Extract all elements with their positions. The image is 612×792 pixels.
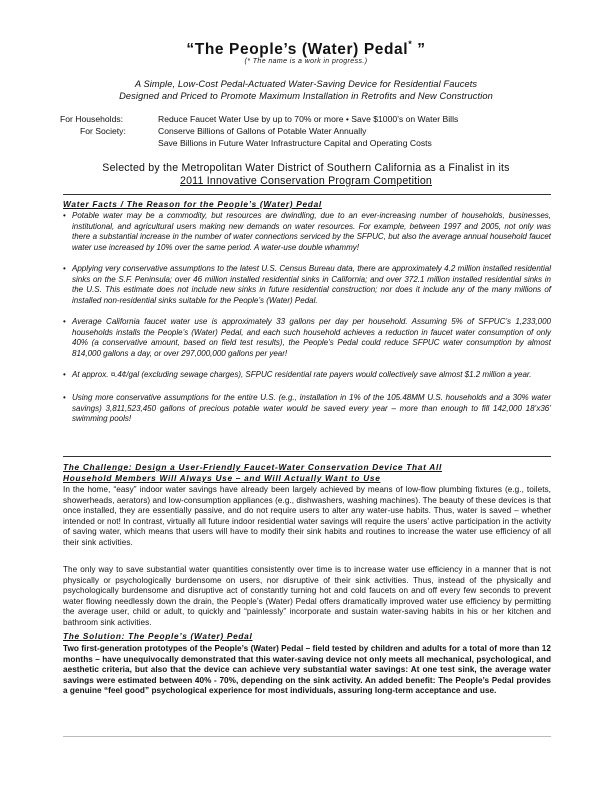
title-footnote-mark: * [408, 39, 413, 49]
tagline-line-1: A Simple, Low-Cost Pedal-Actuated Water-Saving Device for Residential Faucets [134, 79, 478, 89]
bullet-text: Average California faucet water use is approximately 33 gallons per day per household. Assuming 5% of SFPUC’s 1,233,000 households installs the People’s (Water) Pedal, and each such household achieves a reduction in faucet water consumption of only 40% (a conservative amount, based on field test results), the People’s Pedal could reduce SFPUC water consumption by almost 814,000 gallons a day, or over 297,000,000 gallons per year! [72, 317, 551, 358]
society-label: For Society: [80, 126, 126, 136]
tagline-line-2: Designed and Priced to Promote Maximum Installation in Retrofits and New Construction [119, 91, 493, 101]
bullet-marker: • [63, 264, 66, 273]
divider-bottom [63, 736, 551, 737]
challenge-heading-line-2: Household Members Will Always Use – and Will Actually Want to Use [63, 473, 381, 483]
bullet-text: Potable water may be a commodity, but resources are dwindling, due to an ever-increasing number of households, businesses, institutional, and agricultural users making new demands on water resources. For example, between 1997 and 2005, not only was there a substantial increase in the number of water connections serviced by the SFPUC, but also the average annual household faucet water use increased by 10% over the same period. A water-use double whammy! [72, 211, 551, 252]
title-text: “The People’s (Water) Pedal [186, 41, 409, 58]
selection-line-2: 2011 Innovative Conservation Program Competition [179, 175, 432, 187]
bullet-text: Using more conservative assumptions for the entire U.S. (e.g., installation in 1% of the 105.48MM U.S. households and a 30% water savings) 3,811,523,450 gallons of precious potable water would be saved every year – more than enough to fill 142,000 18’x36’ swimming pools! [72, 393, 551, 423]
title-note: (* The name is a work in progress.) [244, 58, 368, 65]
challenge-paragraph-1: In the home, “easy” indoor water savings have already been largely achieved by means of low-flow plumbing fixtures (e.g., toilets, showerheads, aerators) and low-consumption appliances (e.g., dishwashers, washing machines). The beauty of these devices is that once installed, they are essentially passive, and do not require users to alter any water-use habits. Thus, water is saved – whether intended or not! In contrast, virtually all future indoor residential water savings will require the users’ active participation in the activity of saving water, which means that users will have to modify their sink habits and routines to increase the water use efficiency of all their sink activities. [63, 485, 551, 547]
bullet-marker: • [63, 393, 66, 402]
society-value-2: Save Billions in Future Water Infrastructure Capital and Operating Costs [158, 138, 432, 148]
solution-paragraph: Two first-generation prototypes of the People’s (Water) Pedal – field tested by children and adults for a total of more than 12 months – have unequivocally demonstrated that this water-saving device not only meets all mechanical, psychological, and aesthetic criteria, but also that the device can achieve very substantial water savings: At one test sink, the average water savings were estimated between 40% - 70%, depending on the sink activity. An added benefit: The People’s Pedal provides a genuine “feel good” psychological experience for most individuals, assuring long-term acceptance and use. [63, 644, 551, 695]
bullet-text: At approx. ¤.4¢/gal (excluding sewage charges), SFPUC residential rate payers would collectively save almost $1.2 million a year. [72, 370, 532, 379]
facts-bullet-5 [63, 393, 551, 425]
title-closing-quote: ” [412, 41, 426, 58]
bullet-marker: • [63, 370, 66, 379]
solution-heading: The Solution: The People’s (Water) Pedal [63, 631, 253, 641]
facts-bullet-1 [63, 211, 551, 253]
challenge-heading-line-1: The Challenge: Design a User-Friendly Faucet-Water Conservation Device That All [63, 462, 442, 472]
facts-heading: Water Facts / The Reason for the People’s (Water) Pedal [63, 199, 322, 209]
selection-line-1: Selected by the Metropolitan Water District of Southern California as a Finalist in its [102, 162, 510, 174]
households-label: For Households: [60, 114, 124, 124]
challenge-paragraph-2: The only way to save substantial water quantities consistently over time is to increase water use efficiency in a manner that is not physically or psychologically burdensome on users, nor disruptive of their sink activities. Thus, instead of the physically and psychologically burdensome and disruptive act of constantly turning hot and cold faucets on and off every few seconds to prevent water flowing needlessly down the drain, the People’s (Water) Pedal offers dramatically improved water use efficiency by permitting the average user, child or adult, to quickly and “painlessly” incorporate and sustain water-saving habits in his or her kitchen and bathroom sink activities. [63, 565, 551, 627]
bullet-text: Applying very conservative assumptions to the latest U.S. Census Bureau data, there are approximately 4.2 million installed residential sinks on the S.F. Peninsula; over 46 million installed residential sinks in California; and over 372.1 million installed residential sinks in the U.S. This estimate does not include new sinks in future residential construction; nor does it include any of the many millions of installed non-residential sinks suitable for the People’s (Water) Pedal. [72, 264, 551, 305]
divider-challenge [63, 456, 551, 457]
document-title [0, 39, 612, 59]
facts-bullet-2 [63, 264, 551, 306]
divider-top [63, 194, 551, 195]
society-value-1: Conserve Billions of Gallons of Potable Water Annually [158, 126, 367, 136]
bullet-marker: • [63, 317, 66, 326]
facts-bullet-3 [63, 317, 551, 359]
households-value: Reduce Faucet Water Use by up to 70% or more • Save $1000’s on Water Bills [158, 114, 459, 124]
bullet-marker: • [63, 211, 66, 220]
facts-bullet-4 [63, 370, 551, 381]
